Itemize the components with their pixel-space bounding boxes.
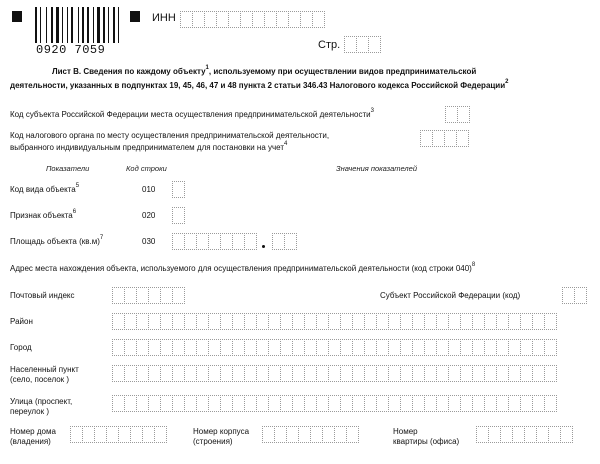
- street-field[interactable]: [112, 395, 556, 412]
- row-object-sign-text: Признак объекта: [10, 211, 73, 220]
- decimal-point: [262, 245, 265, 248]
- page-label: Стр.: [318, 39, 341, 51]
- subject-code-field[interactable]: [562, 287, 586, 304]
- input-cell[interactable]: [346, 426, 359, 443]
- postal-code-label: Почтовый индекс: [10, 291, 75, 300]
- row-object-sign-sup: 6: [72, 209, 77, 215]
- input-cell[interactable]: [560, 426, 573, 443]
- input-cell[interactable]: [312, 11, 325, 28]
- street-label-line2: переулок ): [10, 407, 50, 416]
- region-code-text: Код субъекта Российской Федерации места осуществления предпринимательской деятельности: [10, 110, 371, 119]
- city-field[interactable]: [112, 339, 556, 356]
- tax-authority-field[interactable]: [420, 130, 468, 147]
- settlement-label-line1: Населенный пункт: [10, 365, 79, 374]
- house-label-line2: (владения): [10, 437, 51, 446]
- barcode-bar: [118, 7, 119, 43]
- barcode: [34, 7, 120, 43]
- registration-marker-right: [130, 11, 140, 22]
- address-heading: [10, 264, 475, 274]
- input-cell[interactable]: [368, 36, 381, 53]
- row-object-type-sup: 5: [75, 183, 80, 189]
- barcode-bar: [103, 7, 105, 43]
- apartment-label-line1: Номер: [393, 427, 418, 436]
- barcode-bar: [56, 7, 59, 43]
- barcode-bar: [97, 7, 100, 43]
- apartment-label-line2: квартиры (офиса): [393, 437, 460, 446]
- barcode-bar: [113, 7, 115, 43]
- page-number-field[interactable]: [344, 36, 380, 53]
- input-cell[interactable]: [544, 313, 557, 330]
- row-object-type-code: 010: [142, 185, 156, 194]
- address-heading-sup: 8: [471, 262, 476, 268]
- input-cell[interactable]: [172, 287, 185, 304]
- sheet-title-line2-text: деятельности, указанных в подпунктах 19, 45, 46, 47 и 48 пункта 2 статьи 346.43 Налогового кодекса Российской Федерации: [10, 81, 506, 90]
- barcode-bar: [46, 7, 47, 43]
- barcode-bar: [71, 7, 73, 43]
- barcode-bar: [87, 7, 89, 43]
- building-label-line2: (строения): [193, 437, 233, 446]
- registration-marker-left: [12, 11, 22, 22]
- row-object-type-text: Код вида объекта: [10, 185, 76, 194]
- object-type-field[interactable]: [172, 181, 184, 198]
- house-field[interactable]: [70, 426, 166, 443]
- object-area-fraction-field[interactable]: [272, 233, 296, 250]
- sheet-title: [52, 67, 476, 77]
- sheet-title-sup1: 1: [205, 65, 209, 71]
- input-cell[interactable]: [284, 233, 297, 250]
- input-cell[interactable]: [244, 233, 257, 250]
- region-code-label: [10, 110, 374, 120]
- barcode-bar: [67, 7, 68, 43]
- input-cell[interactable]: [574, 287, 587, 304]
- barcode-number: 0920 7059: [36, 43, 106, 57]
- input-cell[interactable]: [172, 181, 185, 198]
- subject-code-label: Субъект Российской Федерации (код): [380, 291, 521, 300]
- input-cell[interactable]: [544, 339, 557, 356]
- city-label: Город: [10, 343, 32, 352]
- barcode-bar: [62, 7, 63, 43]
- barcode-bar: [51, 7, 53, 43]
- object-area-integer-field[interactable]: [172, 233, 256, 250]
- input-cell[interactable]: [456, 130, 469, 147]
- region-code-field[interactable]: [445, 106, 469, 123]
- postal-code-field[interactable]: [112, 287, 184, 304]
- building-label-line1: Номер корпуса: [193, 427, 250, 436]
- house-label-line1: Номер дома: [10, 427, 56, 436]
- input-cell[interactable]: [457, 106, 470, 123]
- settlement-field[interactable]: [112, 365, 556, 382]
- row-object-area-sup: 7: [99, 235, 104, 241]
- row-object-type-label: [10, 185, 79, 195]
- row-object-sign-label: [10, 211, 76, 221]
- region-code-sup: 3: [370, 108, 374, 114]
- sheet-title-line2: [10, 81, 509, 91]
- tax-authority-label-line2: [10, 143, 287, 153]
- barcode-bar: [40, 7, 41, 43]
- barcode-bar: [82, 7, 84, 43]
- input-cell[interactable]: [544, 365, 557, 382]
- sheet-title-line1-rest: , используемому при осуществлении видов предпринимательской: [208, 67, 477, 76]
- apartment-field[interactable]: [476, 426, 572, 443]
- row-object-area-code: 030: [142, 237, 156, 246]
- column-indicators: Показатели: [46, 164, 90, 173]
- row-object-area-text: Площадь объекта (кв.м): [10, 237, 100, 246]
- district-field[interactable]: [112, 313, 556, 330]
- tax-authority-label-line1: Код налогового органа по месту осуществления предпринимательской деятельности,: [10, 131, 330, 140]
- building-field[interactable]: [262, 426, 358, 443]
- tax-authority-sup: 4: [284, 141, 288, 147]
- barcode-bar: [108, 7, 109, 43]
- address-heading-text: Адрес места нахождения объекта, используемого для осуществления предпринимательской деятельности (код строки 040): [10, 264, 472, 273]
- sheet-title-sup2: 2: [505, 79, 509, 85]
- object-sign-field[interactable]: [172, 207, 184, 224]
- barcode-bar: [78, 7, 79, 43]
- input-cell[interactable]: [154, 426, 167, 443]
- row-object-area-label: [10, 237, 103, 247]
- tax-authority-text: выбранного индивидуальным предпринимателем для постановки на учет: [10, 143, 285, 152]
- settlement-label-line2: (село, поселок ): [10, 375, 70, 384]
- input-cell[interactable]: [172, 207, 185, 224]
- row-object-sign-code: 020: [142, 211, 156, 220]
- sheet-title-line1: Лист В. Сведения по каждому объекту: [52, 67, 206, 76]
- input-cell[interactable]: [544, 395, 557, 412]
- column-line-code: Код строки: [126, 164, 167, 173]
- barcode-bar: [35, 7, 37, 43]
- column-values: Значения показателей: [336, 164, 418, 173]
- inn-field[interactable]: [180, 11, 324, 28]
- street-label-line1: Улица (проспект,: [10, 397, 73, 406]
- inn-label: ИНН: [152, 12, 176, 24]
- district-label: Район: [10, 317, 33, 326]
- barcode-bar: [93, 7, 94, 43]
